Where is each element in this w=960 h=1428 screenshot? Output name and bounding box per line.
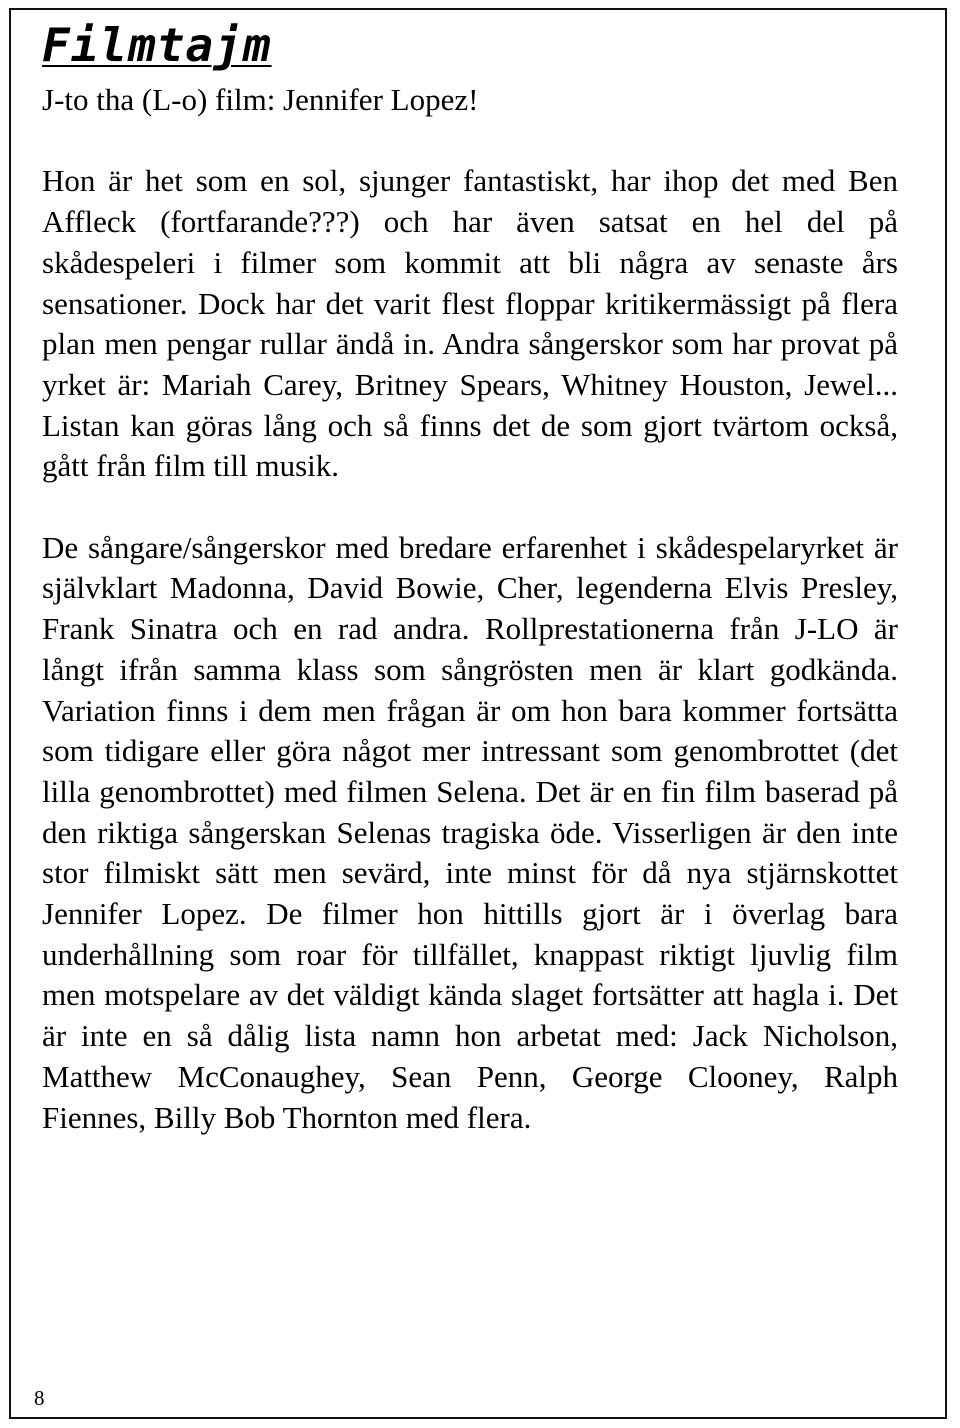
paragraph-spacer [42,121,898,162]
paragraph-spacer [42,487,898,528]
article-paragraph-1: Hon är het som en sol, sjunger fantastiskt, har ihop det med Ben Affleck (fortfarande???) och har även satsat en hel del på skådespeleri i filmer som kommit att bli några av senaste års sensationer. Dock har det varit flest floppar kritikermässigt på flera plan men pengar rullar ändå in. Andra sångerskor som har provat på yrket är: Mariah Carey, Britney Spears, Whitney Houston, Jewel... Listan kan göras lång och så finns det de som gjort tvärtom också, gått från film till musik. [42,163,898,484]
article-paragraph-2: De sångare/sångerskor med bredare erfarenhet i skådespelaryrket är självklart Madonna, David Bowie, Cher, legenderna Elvis Presley, Frank Sinatra och en rad andra. Rollprestationerna från J-LO är långt ifrån samma klass som sångrösten men är klart godkända. Variation finns i dem men frågan är om hon bara kommer fortsätta som tidigare eller göra något mer intressant som genombrottet (det lilla genombrottet) med filmen Selena. Det är en fin film baserad på den riktiga sångerskan Selenas tragiska öde. Visserligen är den inte stor filmiskt sätt men sevärd, inte minst för då nya stjärnskottet Jennifer Lopez. De filmer hon hittills gjort är i överlag bara underhållning som roar för tillfället, knappast riktigt ljuvlig film men motspelare av det väldigt kända slaget fortsätter att hagla i. Det är inte en så dålig lista namn hon arbetat med: Jack Nicholson, Matthew McConaughey, Sean Penn, George Clooney, Ralph Fiennes, Billy Bob Thornton med flera. [42,529,898,1135]
article-title: Filmtajm [42,18,272,72]
article-body [42,80,898,1138]
article-subtitle: J-to tha (L-o) film: Jennifer Lopez! [42,82,479,117]
page-number: 8 [34,1386,45,1410]
